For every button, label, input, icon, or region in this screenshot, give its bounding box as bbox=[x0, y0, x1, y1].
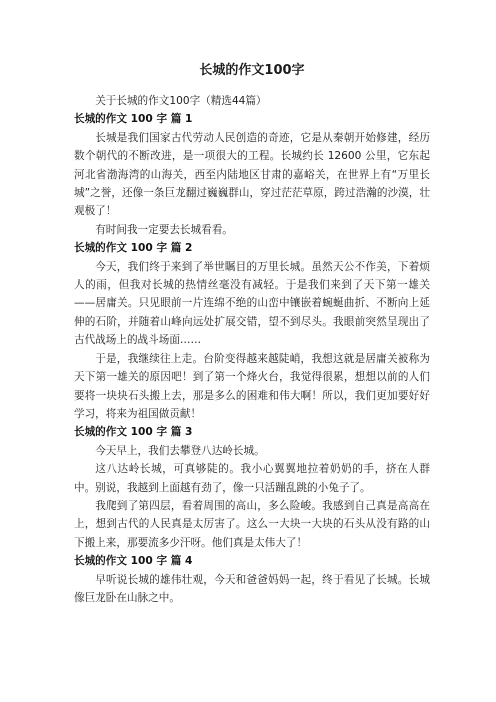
paragraph: 今天早上，我们去攀登八达岭长城。 bbox=[95, 444, 265, 457]
section-heading-3: 长城的作文 100 字 篇 3 bbox=[74, 426, 193, 439]
paragraph: 长城是我们国家古代劳动人民创造的奇迹，它是从秦朝开始修建，经历数个朝代的不断改进，是一项很大的工程。长城约长 12600 公里，它东起河北省渤海湾的山海关，西至内陆地区甘肃的嘉峪关，在世界上有“万里长城”之誉，还像一条巨龙翻过巍巍群山，穿过茫茫草原，跨过浩瀚的沙漠，壮观极了！ bbox=[74, 131, 430, 218]
section-heading-1: 长城的作文 100 字 篇 1 bbox=[74, 113, 193, 126]
paragraph: 有时间我一定要去长城看看。 bbox=[95, 223, 233, 236]
paragraph: 于是，我继续往上走。台阶变得越来越陡峭，我想这就是居庸关被称为天下第一雄关的原因吧！到了第一个烽火台，我觉得很累，想想以前的人们要将一块块石头搬上去，那是多么的困难和伟大啊！所以，我们更加要好好学习，将来为祖国做贡献！ bbox=[74, 352, 430, 420]
paragraph: 今天，我们终于来到了举世瞩目的万里长城。虽然天公不作美，下着烦人的雨，但我对长城的热情丝毫没有减轻。于是我们来到了天下第一雄关——居庸关。只见眼前一片连绵不绝的山峦中镶嵌着蜿蜒曲折、不断向上延伸的石阶，并随着山峰向远处扩展交错，望不到尽头。我眼前突然呈现出了古代战场上的战斗场面…… bbox=[74, 260, 430, 347]
paragraph: 这八达岭长城，可真够陡的。我小心翼翼地拉着奶奶的手，挤在人群中。别说，我越到上面越有劲了，像一只活蹦乱跳的小兔子了。 bbox=[74, 463, 430, 494]
intro-text: 关于长城的作文100字（精选44篇） bbox=[95, 95, 267, 107]
paragraph: 早听说长城的雄伟壮观，今天和爸爸妈妈一起，终于看见了长城。长城像巨龙卧在山脉之中。 bbox=[74, 573, 430, 604]
paragraph: 我爬到了第四层，看着周围的高山，多么险峻。我感到自己真是高高在上，想到古代的人民真是太厉害了。这么一大块一大块的石头从没有路的山下搬上来，那要流多少汗呀。他们真是太伟大了！ bbox=[74, 499, 430, 549]
section-heading-4: 长城的作文 100 字 篇 4 bbox=[74, 555, 193, 568]
page-title: 长城的作文100字 bbox=[199, 63, 305, 78]
section-heading-2: 长城的作文 100 字 篇 2 bbox=[74, 242, 193, 255]
